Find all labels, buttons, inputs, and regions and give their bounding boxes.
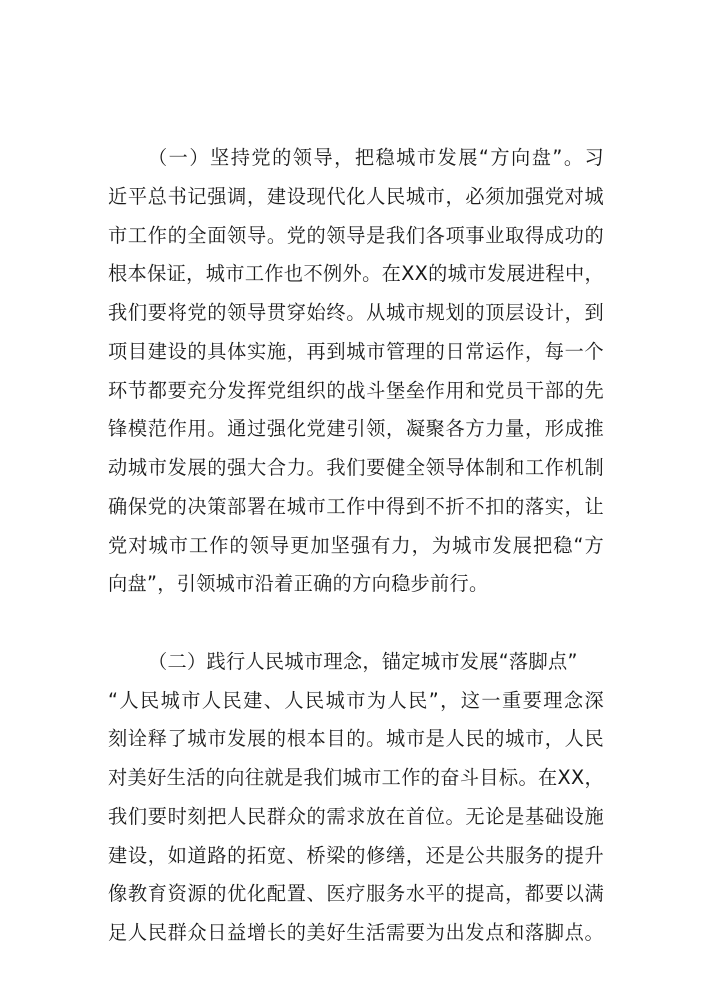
paragraph-2-line-6: 建设，如道路的拓宽、桥梁的修缮，还是公共服务的提升	[108, 844, 604, 867]
paragraph-1-line-2: 近平总书记强调，建设现代化人民城市，必须加强党对城	[108, 185, 604, 208]
paragraph-2-line-7: 像教育资源的优化配置、医疗服务水平的提高，都要以满	[108, 882, 604, 905]
paragraph-1-line-6: 项目建设的具体实施，再到城市管理的日常运作，每一个	[108, 340, 604, 363]
paragraph-1-line-7: 环节都要充分发挥党组织的战斗堡垒作用和党员干部的先	[108, 379, 604, 402]
paragraph-2-line-2: “人民城市人民建、人民城市为人民”，这一重要理念深	[108, 689, 604, 712]
paragraph-1-line-3: 市工作的全面领导。党的领导是我们各项事业取得成功的	[108, 224, 604, 247]
paragraph-2-line-3: 刻诠释了城市发展的根本目的。城市是人民的城市，人民	[108, 727, 604, 750]
paragraph-2-line-5: 我们要时刻把人民群众的需求放在首位。无论是基础设施	[108, 805, 604, 828]
paragraph-1-line-4: 根本保证，城市工作也不例外。在XX的城市发展进程中，	[108, 262, 604, 285]
paragraph-1-line-12: 向盘”，引领城市沿着正确的方向稳步前行。	[108, 572, 489, 595]
paragraph-1-line-10: 确保党的决策部署在城市工作中得到不折不扣的落实，让	[108, 495, 604, 518]
paragraph-1-line-1: （一）坚持党的领导，把稳城市发展“方向盘”。习	[148, 146, 604, 169]
paragraph-2-line-1: （二）践行人民城市理念，锚定城市发展“落脚点”	[148, 650, 578, 673]
paragraph-1-line-8: 锋模范作用。通过强化党建引领，凝聚各方力量，形成推	[108, 417, 604, 440]
paragraph-1-line-11: 党对城市工作的领导更加坚强有力，为城市发展把稳“方	[108, 534, 604, 557]
paragraph-1-line-5: 我们要将党的领导贯穿始终。从城市规划的顶层设计，到	[108, 301, 604, 324]
paragraph-1-line-9: 动城市发展的强大合力。我们要健全领导体制和工作机制	[108, 456, 604, 479]
paragraph-2-line-8: 足人民群众日益增长的美好生活需要为出发点和落脚点。	[108, 921, 604, 944]
paragraph-2-line-4: 对美好生活的向往就是我们城市工作的奋斗目标。在XX，	[108, 766, 604, 789]
